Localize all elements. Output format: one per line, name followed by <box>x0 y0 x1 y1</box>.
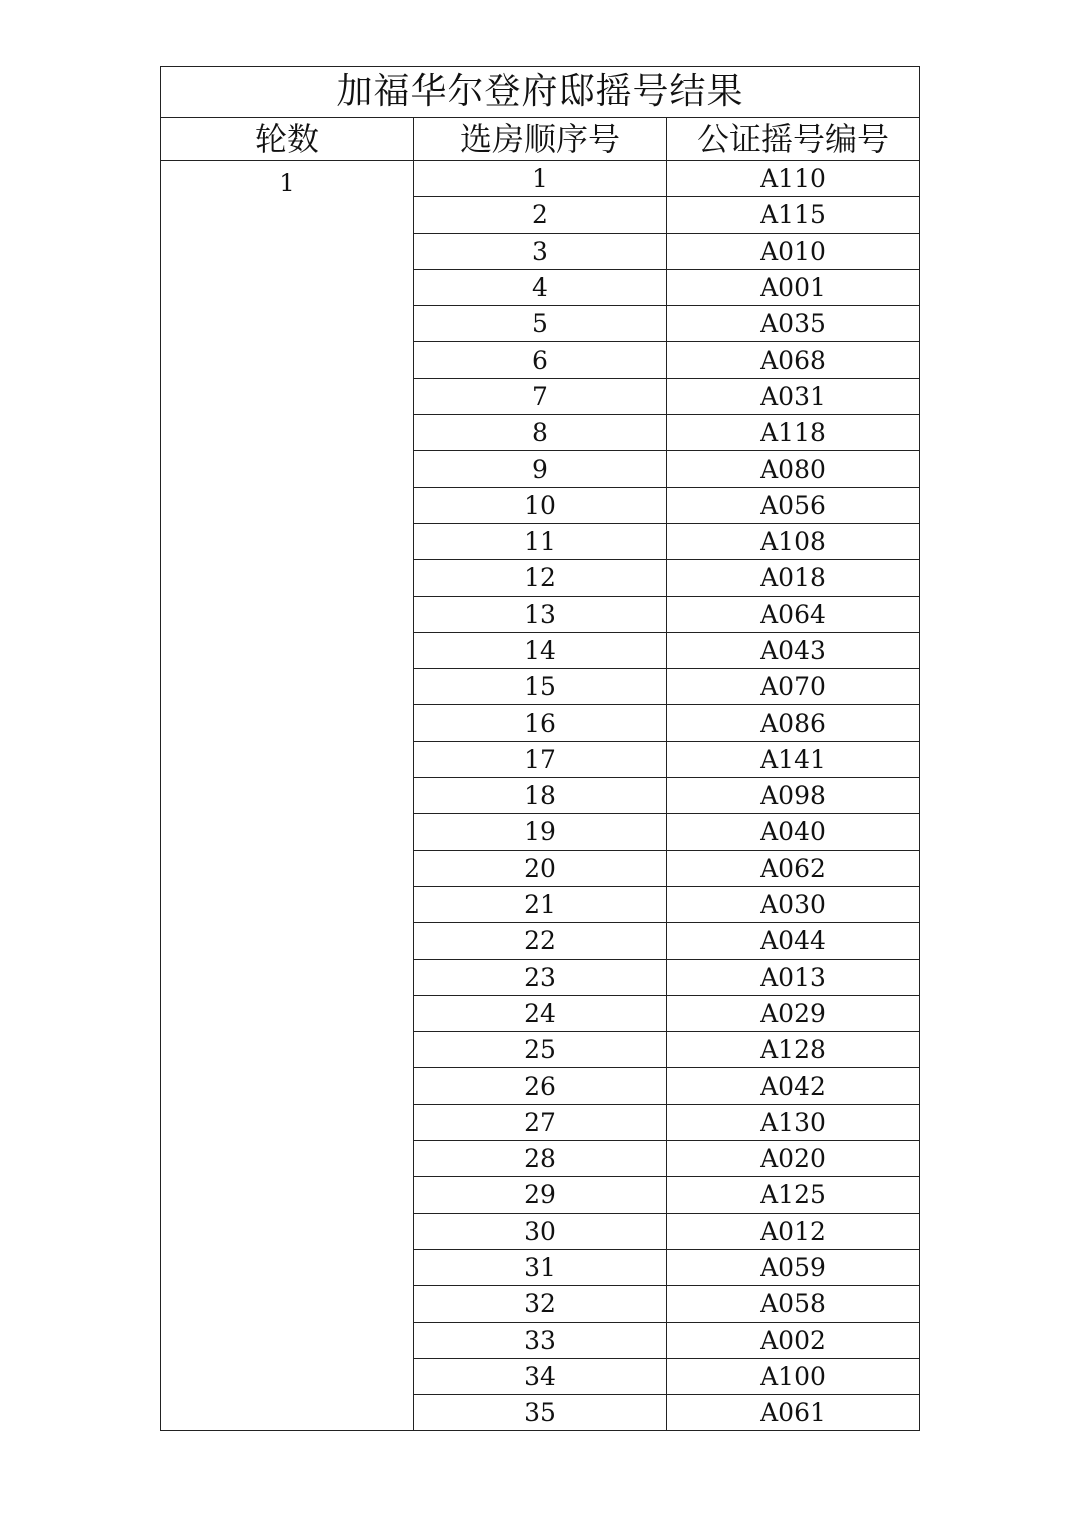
lottery-code-cell: A002 <box>667 1322 920 1358</box>
lottery-code-cell: A110 <box>667 161 920 197</box>
lottery-code-cell: A030 <box>667 886 920 922</box>
order-number-cell: 6 <box>414 342 667 378</box>
order-number-cell: 2 <box>414 197 667 233</box>
order-number-cell: 3 <box>414 233 667 269</box>
lottery-code-cell: A040 <box>667 814 920 850</box>
lottery-code-cell: A118 <box>667 415 920 451</box>
round-value: 1 <box>161 161 414 1431</box>
order-number-cell: 26 <box>414 1068 667 1104</box>
order-number-cell: 12 <box>414 560 667 596</box>
order-number-cell: 9 <box>414 451 667 487</box>
lottery-code-cell: A130 <box>667 1104 920 1140</box>
lottery-code-cell: A020 <box>667 1141 920 1177</box>
lottery-code-cell: A044 <box>667 923 920 959</box>
lottery-code-cell: A001 <box>667 269 920 305</box>
order-number-cell: 32 <box>414 1286 667 1322</box>
lottery-code-cell: A128 <box>667 1032 920 1068</box>
order-number-cell: 30 <box>414 1213 667 1249</box>
order-number-cell: 22 <box>414 923 667 959</box>
lottery-code-cell: A042 <box>667 1068 920 1104</box>
lottery-code-cell: A058 <box>667 1286 920 1322</box>
lottery-code-cell: A035 <box>667 306 920 342</box>
order-number-cell: 21 <box>414 886 667 922</box>
order-number-cell: 15 <box>414 669 667 705</box>
lottery-code-cell: A018 <box>667 560 920 596</box>
order-number-cell: 8 <box>414 415 667 451</box>
lottery-code-cell: A115 <box>667 197 920 233</box>
lottery-code-cell: A062 <box>667 850 920 886</box>
lottery-code-cell: A059 <box>667 1249 920 1285</box>
title-row <box>161 67 920 118</box>
order-number-cell: 5 <box>414 306 667 342</box>
order-number-cell: 16 <box>414 705 667 741</box>
lottery-code-cell: A070 <box>667 669 920 705</box>
table-row <box>161 161 920 197</box>
order-number-cell: 1 <box>414 161 667 197</box>
lottery-code-cell: A061 <box>667 1395 920 1431</box>
order-number-cell: 11 <box>414 523 667 559</box>
order-number-cell: 20 <box>414 850 667 886</box>
header-order: 选房顺序号 <box>414 118 667 161</box>
order-number-cell: 27 <box>414 1104 667 1140</box>
order-number-cell: 23 <box>414 959 667 995</box>
order-number-cell: 34 <box>414 1358 667 1394</box>
lottery-code-cell: A012 <box>667 1213 920 1249</box>
lottery-code-cell: A064 <box>667 596 920 632</box>
lottery-code-cell: A100 <box>667 1358 920 1394</box>
order-number-cell: 29 <box>414 1177 667 1213</box>
order-number-cell: 19 <box>414 814 667 850</box>
order-number-cell: 10 <box>414 487 667 523</box>
lottery-code-cell: A013 <box>667 959 920 995</box>
header-row <box>161 118 920 161</box>
lottery-code-cell: A141 <box>667 741 920 777</box>
order-number-cell: 35 <box>414 1395 667 1431</box>
lottery-code-cell: A068 <box>667 342 920 378</box>
order-number-cell: 24 <box>414 995 667 1031</box>
document-title: 加福华尔登府邸摇号结果 <box>161 67 920 118</box>
lottery-code-cell: A086 <box>667 705 920 741</box>
lottery-code-cell: A056 <box>667 487 920 523</box>
lottery-result-sheet <box>160 66 919 1431</box>
order-number-cell: 25 <box>414 1032 667 1068</box>
lottery-code-cell: A029 <box>667 995 920 1031</box>
header-round: 轮数 <box>161 118 414 161</box>
order-number-cell: 17 <box>414 741 667 777</box>
lottery-code-cell: A031 <box>667 378 920 414</box>
order-number-cell: 33 <box>414 1322 667 1358</box>
lottery-code-cell: A043 <box>667 632 920 668</box>
header-code: 公证摇号编号 <box>667 118 920 161</box>
lottery-code-cell: A010 <box>667 233 920 269</box>
lottery-result-table <box>160 66 920 1431</box>
order-number-cell: 31 <box>414 1249 667 1285</box>
order-number-cell: 7 <box>414 378 667 414</box>
lottery-code-cell: A098 <box>667 778 920 814</box>
order-number-cell: 13 <box>414 596 667 632</box>
order-number-cell: 14 <box>414 632 667 668</box>
order-number-cell: 28 <box>414 1141 667 1177</box>
lottery-code-cell: A080 <box>667 451 920 487</box>
table-body <box>161 161 920 1431</box>
lottery-code-cell: A108 <box>667 523 920 559</box>
order-number-cell: 4 <box>414 269 667 305</box>
order-number-cell: 18 <box>414 778 667 814</box>
lottery-code-cell: A125 <box>667 1177 920 1213</box>
